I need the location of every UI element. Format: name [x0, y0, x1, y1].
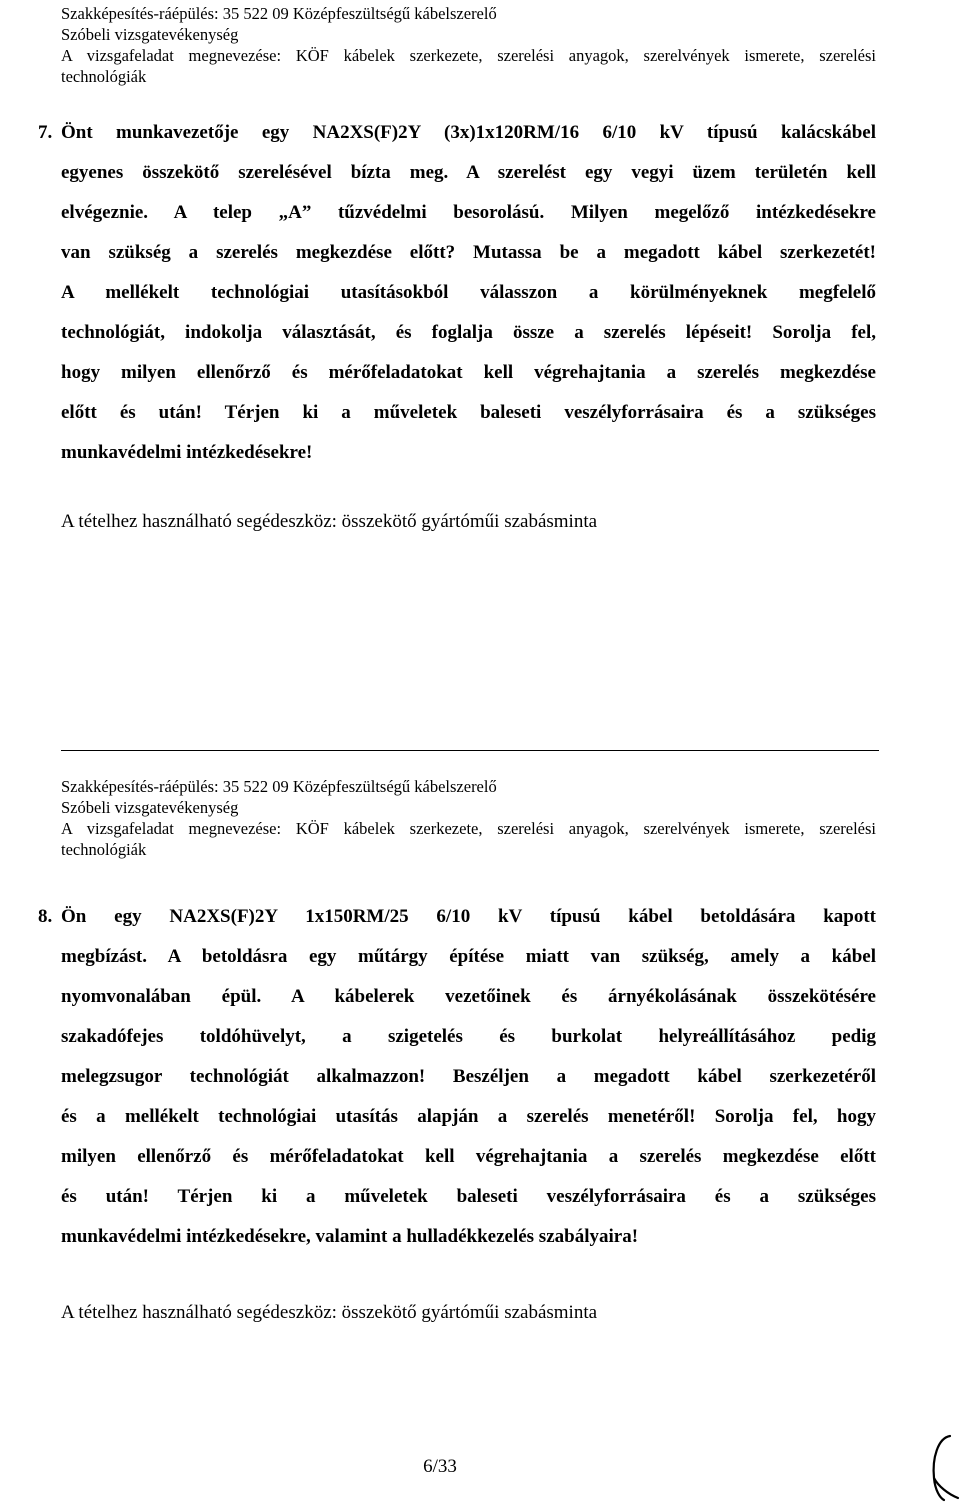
- allowed-aid: A tételhez használható segédeszköz: összekötő gyártóműi szabásminta: [61, 511, 598, 532]
- task-line: van szükség a szerelés megkezdése előtt? Mutassa be a megadott kábel szerkezetét!: [61, 242, 876, 263]
- task-line: hogy milyen ellenőrző és mérőfeladatokat kell végrehajtania a szerelés megkezdése: [61, 362, 876, 383]
- header-task-title: A vizsgafeladat megnevezése: KÖF kábelek szerkezete, szerelési anyagok, szerelvények ismerete, szerelési: [61, 46, 876, 65]
- task-line: nyomvonalában épül. A kábelerek vezetőinek és árnyékolásának összekötésére: [61, 986, 876, 1007]
- task-line: A mellékelt technológiai utasításokból válasszon a körülményeknek megfelelő: [61, 282, 876, 303]
- page-header: [61, 3, 876, 87]
- task-line: Önt munkavezetője egy NA2XS(F)2Y (3x)1x120RM/16 6/10 kV típusú kalácskábel: [61, 122, 876, 143]
- header-exam-type: Szóbeli vizsgatevékenység: [61, 798, 239, 817]
- task-line: Ön egy NA2XS(F)2Y 1x150RM/25 6/10 kV típusú kábel betoldására kapott: [61, 906, 876, 927]
- task-line: elvégeznie. A telep „A” tűzvédelmi besorolású. Milyen megelőző intézkedésekre: [61, 202, 876, 223]
- exam-task-8: [38, 897, 876, 1257]
- task-line: munkavédelmi intézkedésekre!: [61, 442, 313, 463]
- header-qualification: Szakképesítés-ráépülés: 35 522 09 Középfeszültségű kábelszerelő: [61, 777, 497, 796]
- task-line: megbízást. A betoldásra egy műtárgy építése miatt van szükség, amely a kábel: [61, 946, 876, 967]
- task-line: előtt és után! Térjen ki a műveletek baleseti veszélyforrásaira és a szükséges: [61, 402, 876, 423]
- task-line: egyenes összekötő szerelésével bízta meg. A szerelést egy vegyi üzem területén kell: [61, 162, 876, 183]
- page-header: [61, 776, 876, 860]
- exam-task-7: [38, 113, 876, 473]
- header-task-title-cont: technológiák: [61, 67, 147, 86]
- task-line: milyen ellenőrző és mérőfeladatokat kell végrehajtania a szerelés megkezdése előtt: [61, 1146, 876, 1167]
- task-line: technológiát, indokolja választását, és foglalja össze a szerelés lépéseit! Sorolja fel,: [61, 322, 876, 343]
- task-line: melegzsugor technológiát alkalmazzon! Beszéljen a megadott kábel szerkezetéről: [61, 1066, 876, 1087]
- allowed-aid: A tételhez használható segédeszköz: összekötő gyártóműi szabásminta: [61, 1302, 598, 1323]
- page-divider: [61, 750, 879, 751]
- task-line: és a mellékelt technológiai utasítás alapján a szerelés menetéről! Sorolja fel, hogy: [61, 1106, 876, 1127]
- task-line: szakadófejes toldóhüvelyt, a szigetelés és burkolat helyreállításához pedig: [61, 1026, 876, 1047]
- handwritten-mark-icon: [920, 1428, 960, 1503]
- header-task-title: A vizsgafeladat megnevezése: KÖF kábelek szerkezete, szerelési anyagok, szerelvények ismerete, szerelési: [61, 819, 876, 838]
- task-number: 8.: [38, 906, 53, 927]
- task-line: és után! Térjen ki a műveletek baleseti veszélyforrásaira és a szükséges: [61, 1186, 876, 1207]
- header-task-title-cont: technológiák: [61, 840, 147, 859]
- task-line: munkavédelmi intézkedésekre, valamint a hulladékkezelés szabályaira!: [61, 1226, 639, 1247]
- header-exam-type: Szóbeli vizsgatevékenység: [61, 25, 239, 44]
- header-qualification: Szakképesítés-ráépülés: 35 522 09 Középfeszültségű kábelszerelő: [61, 4, 497, 23]
- page-number: 6/33: [423, 1456, 457, 1477]
- task-number: 7.: [38, 122, 53, 143]
